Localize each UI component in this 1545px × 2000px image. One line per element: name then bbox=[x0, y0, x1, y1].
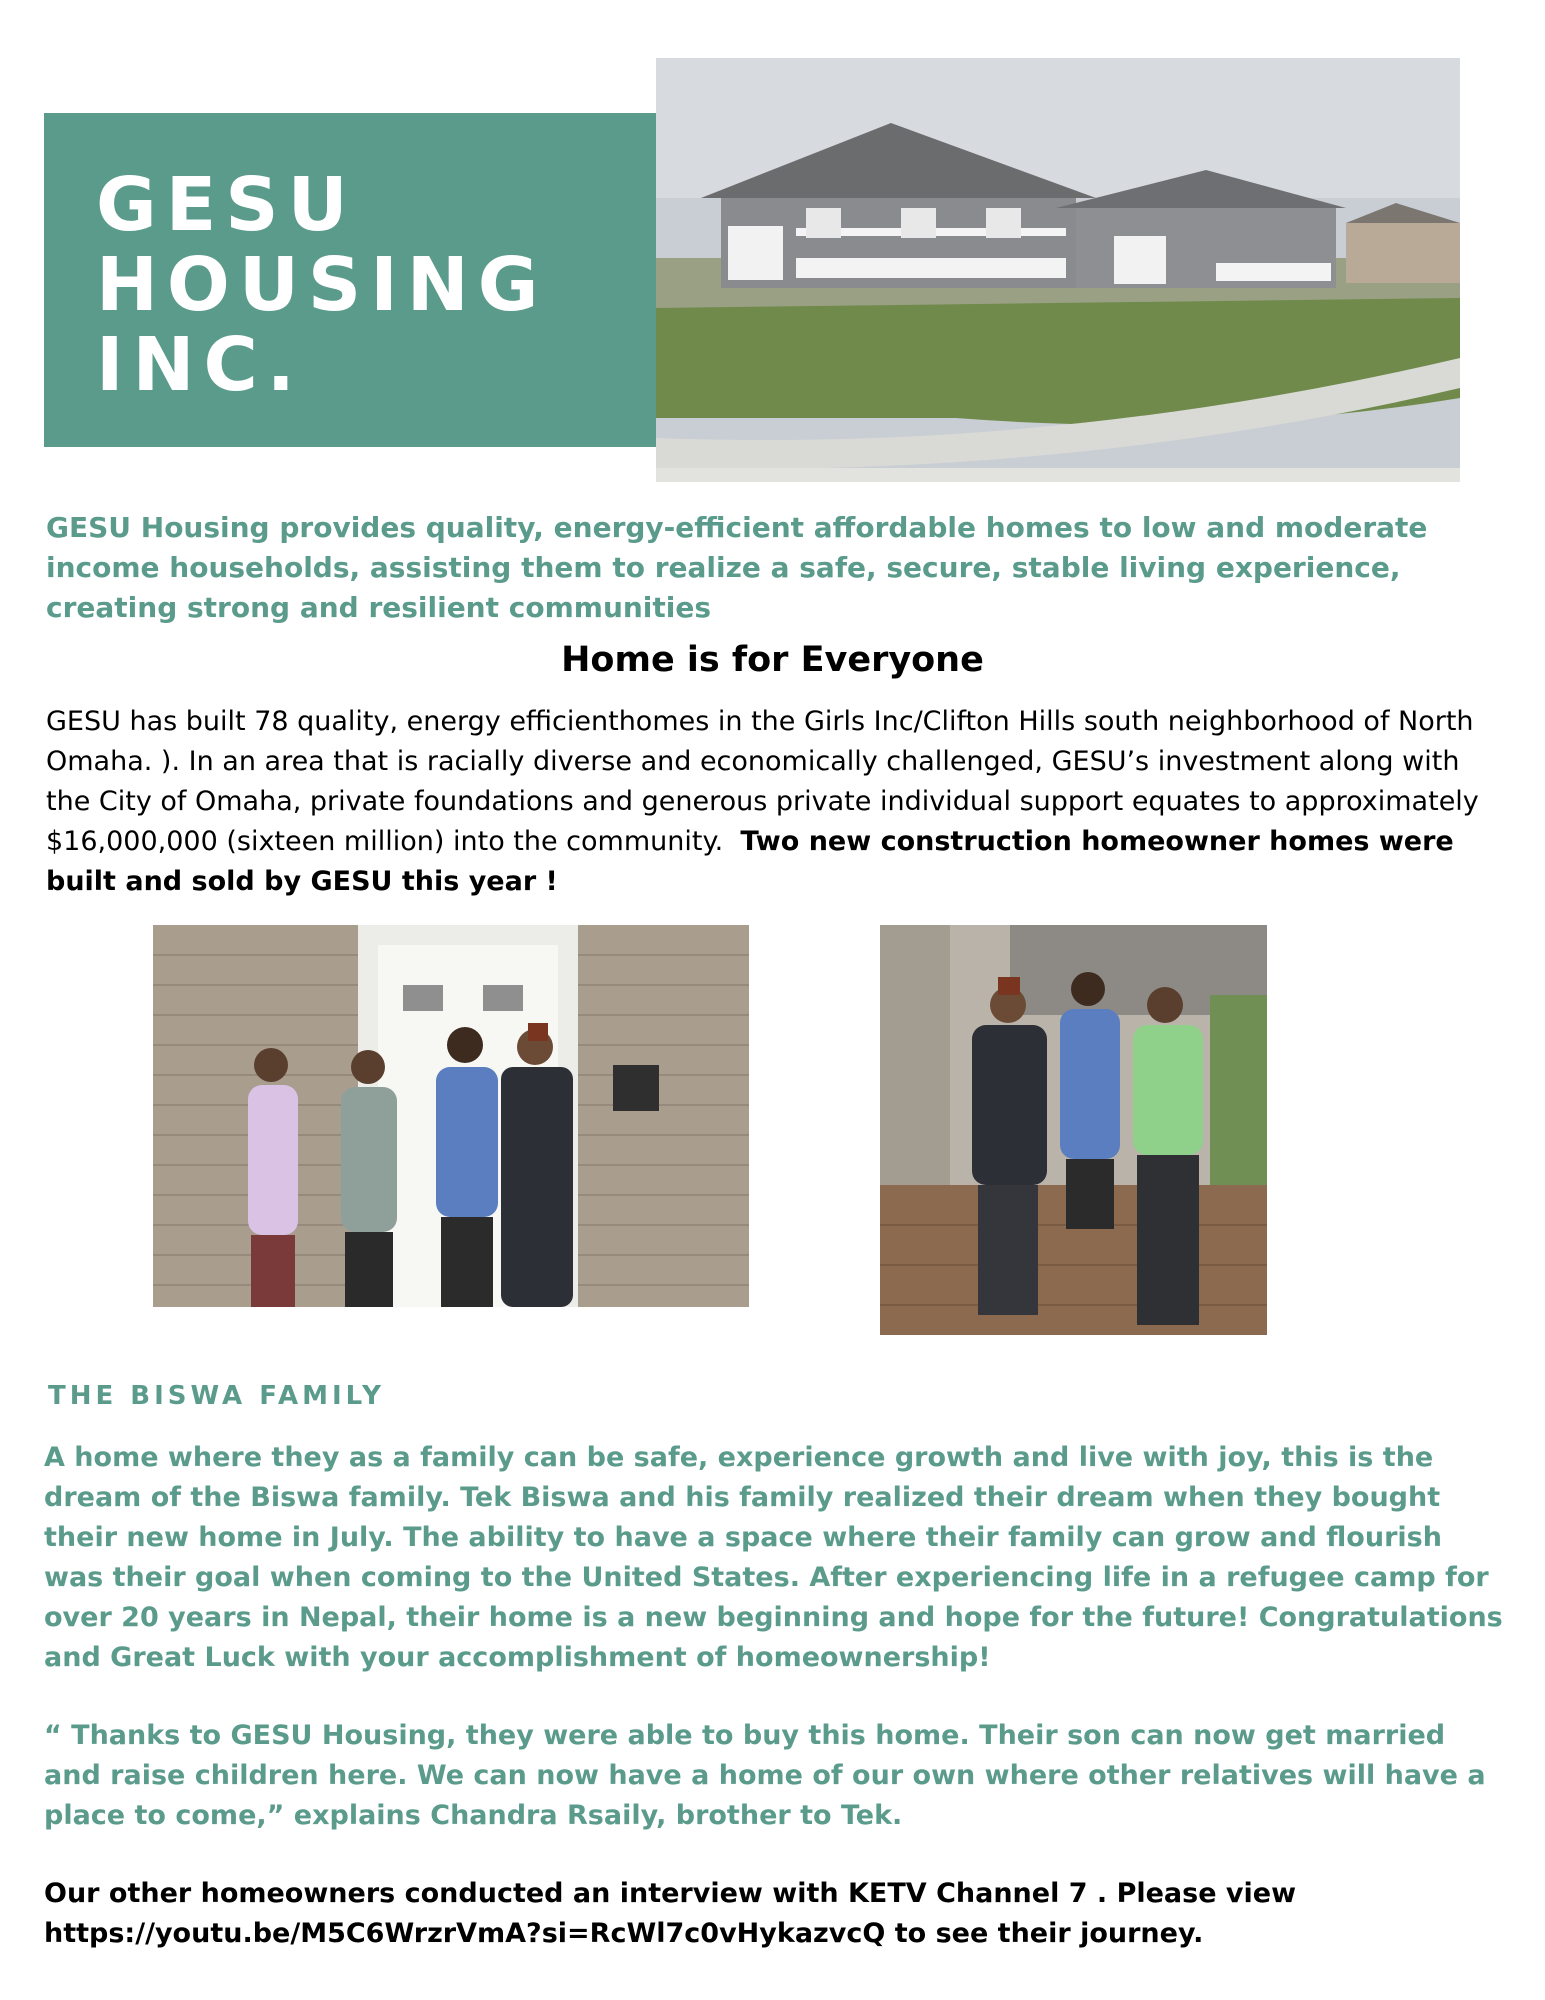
body-paragraph bbox=[46, 702, 1506, 902]
family-at-door-photo bbox=[153, 925, 749, 1307]
mission-statement: GESU Housing provides quality, energy-efficient affordable homes to low and moderate income households, assisting them to realize a safe, secure, stable living experience, creating strong and resilient communities bbox=[46, 511, 1428, 624]
title-line-1: GESU bbox=[96, 162, 357, 248]
title-block bbox=[44, 113, 656, 447]
houses-photo bbox=[656, 58, 1460, 482]
family-quote: “ Thanks to GESU Housing, they were able to buy this home. Their son can now get married and raise children here. We can now have a home of our own where other relatives will have a place to come,” explains Chandra Rsaily, brother to Tek. bbox=[44, 1720, 1486, 1831]
closing-paragraph: Our other homeowners conducted an interview with KETV Channel 7 . Please view https://youtu.be/M5C6WrzrVmA?si=RcWl7c0vHykazvcQ to see their journey. bbox=[44, 1878, 1297, 1949]
headline: Home is for Everyone bbox=[561, 640, 984, 680]
body-bold-text: Two new construction homeowner homes were built and sold by GESU this year ! bbox=[46, 826, 1454, 897]
title-line-2: HOUSING bbox=[96, 242, 548, 328]
body-text: GESU has built 78 quality, energy efficienthomes in the Girls Inc/Clifton Hills south neighborhood of North Omaha. ). In an area that is racially diverse and economically challenged, GESU’s investment along with the City of Omaha, private foundations and generous private individual support equates to approximately $16,000,000 (sixteen million) into the community. bbox=[46, 706, 1479, 857]
title-line-3: INC. bbox=[96, 322, 304, 408]
family-story: A home where they as a family can be safe, experience growth and live with joy, this is the dream of the Biswa family. Tek Biswa and his family realized their dream when they bought their new home in July. The ability to have a space where their family can grow and flourish was their goal when coming to the United States. After experiencing life in a refugee camp for over 20 years in Nepal, their home is a new beginning and hope for the future! Congratulations and Great Luck with your accomplishment of homeownership! bbox=[44, 1442, 1503, 1673]
family-heading: THE BISWA FAMILY bbox=[48, 1381, 385, 1411]
family-on-porch-photo bbox=[880, 925, 1267, 1335]
